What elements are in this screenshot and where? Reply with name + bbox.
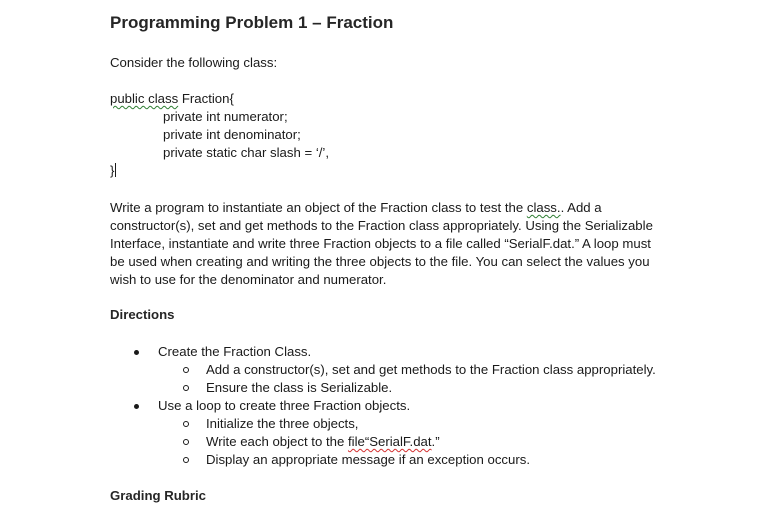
circle-bullet-icon [183, 439, 189, 445]
circle-bullet-icon [183, 385, 189, 391]
bullet-icon [134, 404, 139, 409]
field-slash: private static char slash = ‘/’, [163, 145, 330, 160]
paragraph-line-1 [110, 199, 690, 217]
intro-text: Consider the following class: [110, 55, 278, 70]
directions-heading: Directions [110, 307, 175, 322]
list-item [0, 361, 778, 379]
paragraph-line-4: be used when creating and writing the three objects to the file. You can select the values you [110, 254, 650, 269]
class-declaration [110, 90, 329, 108]
paragraph-flagged-word: class. [526, 200, 561, 215]
class-keyword: public class [110, 91, 179, 106]
list-item-text: Create the Fraction Class. [158, 344, 312, 359]
circle-bullet-icon [183, 367, 189, 373]
assignment-paragraph [110, 199, 690, 289]
closing-brace: } [110, 163, 115, 178]
field-denominator: private int denominator; [163, 127, 301, 142]
paragraph-line-5: wish to use for the denominator and numerator. [110, 272, 387, 287]
list-item [0, 343, 778, 361]
list-item [0, 451, 778, 469]
list-item-text: Initialize the three objects, [206, 416, 359, 431]
code-block [110, 90, 329, 180]
grading-rubric-heading: Grading Rubric [110, 488, 206, 503]
paragraph-line-2: constructor(s), set and get methods to the Fraction class appropriately. Using the Serializable [110, 218, 653, 233]
class-closing [110, 162, 329, 180]
list-item-text-part: .” [431, 434, 440, 449]
paragraph-text: . Add a [560, 200, 602, 215]
list-item-text: Display an appropriate message if an exception occurs. [206, 452, 531, 467]
page-title: Programming Problem 1 – Fraction [110, 13, 394, 32]
list-item-text: Add a constructor(s), set and get methods to the Fraction class appropriately. [206, 362, 656, 377]
list-item-text: Ensure the class is Serializable. [206, 380, 393, 395]
circle-bullet-icon [183, 457, 189, 463]
text-cursor [115, 163, 116, 177]
directions-list [0, 343, 778, 469]
paragraph-text: Write a program to instantiate an object of the Fraction class to test the [110, 200, 527, 215]
list-item-text: Use a loop to create three Fraction objects. [158, 398, 411, 413]
list-item [0, 379, 778, 397]
list-item [0, 397, 778, 415]
paragraph-line-3: Interface, instantiate and write three Fraction objects to a file called “SerialF.dat.” A loop must [110, 236, 651, 251]
circle-bullet-icon [183, 421, 189, 427]
field-numerator: private int numerator; [163, 109, 288, 124]
class-name: Fraction{ [178, 91, 234, 106]
list-item [0, 433, 778, 451]
list-item [0, 415, 778, 433]
misspelled-word: file“SerialF.dat [347, 434, 432, 449]
bullet-icon [134, 350, 139, 355]
list-item-text-part: Write each object to the [206, 434, 348, 449]
list-item-text [206, 433, 440, 451]
